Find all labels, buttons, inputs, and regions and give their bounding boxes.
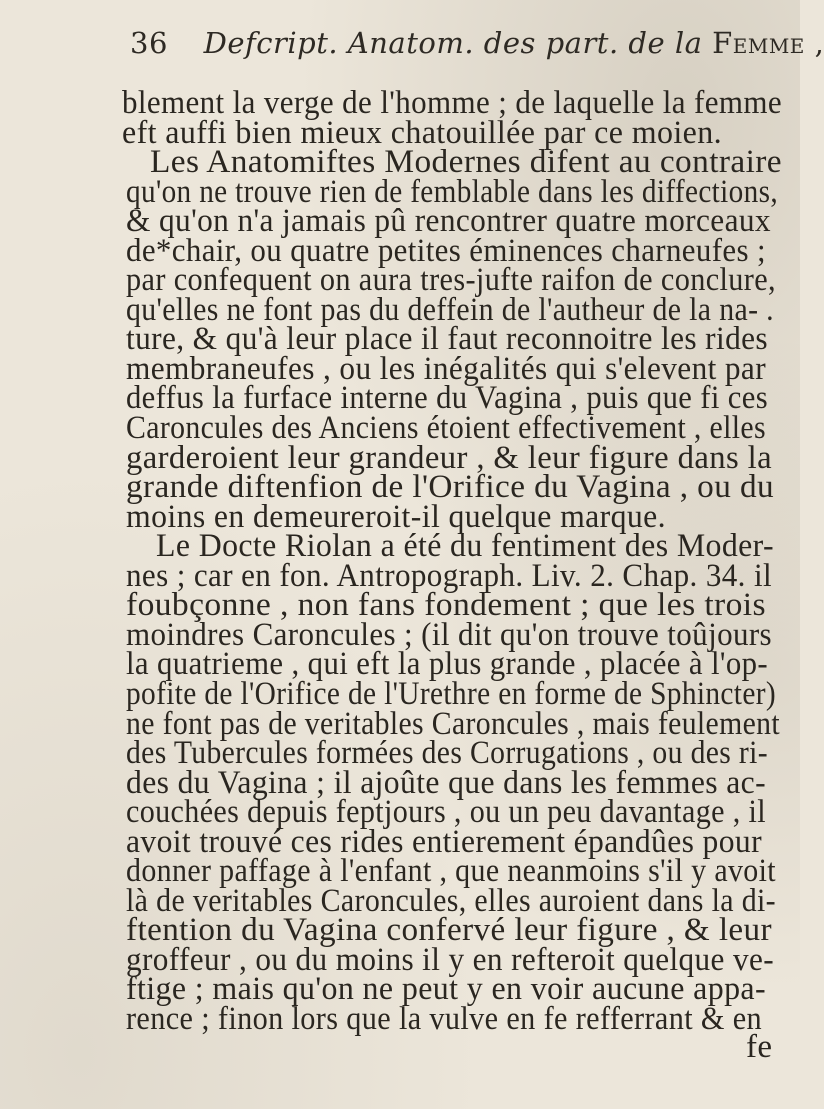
- text-line: ture, & qu'à leur place il faut reconnoitre les rides: [126, 321, 768, 358]
- text-line: ftention du Vagina confervé leur figure , & leur: [126, 912, 772, 949]
- text-line: couchées depuis feptjours , ou un peu davantage , il: [126, 794, 766, 831]
- text-line: membraneufes , ou les inégalités qui s'elevent par: [126, 350, 766, 387]
- text-line: deffus la furface interne du Vagina , puis que fi ces: [126, 380, 768, 417]
- text-line: donner paffage à l'enfant , que neanmoins s'il y avoit: [126, 853, 776, 890]
- text-line: Caroncules des Anciens étoient effectivement , elles: [126, 410, 766, 447]
- text-line: groffeur , ou du moins il y en refteroit quelque ve-: [126, 941, 774, 978]
- text-line: ne font pas de veritables Caroncules , mais feulement: [126, 705, 780, 742]
- text-line: moins en demeureroit-il quelque marque.: [126, 498, 666, 535]
- text-line: qu'on ne trouve rien de femblable dans les diffections,: [126, 173, 778, 210]
- text-line: des du Vagina ; il ajoûte que dans les femmes ac-: [126, 764, 766, 801]
- page-number: 36: [130, 26, 168, 60]
- text-line: grande diftenfion de l'Orifice du Vagina , ou du: [126, 469, 774, 506]
- text-line: Les Anatomiftes Modernes difent au contraire: [150, 144, 782, 181]
- text-line: qu'elles ne font pas du deffein de l'autheur de la na- .: [126, 291, 774, 328]
- running-title-tail: Femme ,: [712, 26, 824, 60]
- text-line: nes ; car en fon. Antropograph. Liv. 2. Chap. 34. il: [126, 557, 772, 594]
- text-line: la quatrieme , qui eft la plus grande , placée à l'op-: [126, 646, 768, 683]
- text-line: foubçonne , non fans fondement ; que les trois: [126, 587, 766, 624]
- text-line: rence ; finon lors que la vulve en fe refferrant & en: [126, 1001, 762, 1037]
- running-title-main: Defcript. Anatom. des part. de la: [203, 26, 703, 60]
- text-line: & qu'on n'a jamais pû rencontrer quatre morceaux: [126, 203, 771, 240]
- text-line: ftige ; mais qu'on ne peut y en voir aucune appa-: [126, 971, 766, 1008]
- text-line: avoit trouvé ces rides entierement épandûes pour: [126, 823, 762, 860]
- text-line: de*chair, ou quatre petites éminences charneufes ;: [126, 232, 766, 269]
- catchword: fe: [746, 1029, 773, 1065]
- text-line: là de veritables Caroncules, elles auroient dans la di-: [126, 882, 776, 919]
- text-line: blement la verge de l'homme ; de laquelle la femme: [122, 85, 782, 121]
- text-line: garderoient leur grandeur , & leur figure dans la: [126, 439, 772, 476]
- text-line: des Tubercules formées des Corrugations , ou des ri-: [126, 735, 768, 772]
- text-line: Le Docte Riolan a été du fentiment des Moder-: [156, 528, 774, 565]
- running-header: [130, 26, 824, 60]
- text-line: pofite de l'Orifice de l'Urethre en forme de Sphincter): [126, 675, 776, 712]
- running-title: [204, 26, 824, 60]
- text-line: par confequent on aura tres-jufte raifon de conclure,: [126, 262, 776, 299]
- text-line: moindres Caroncules ; (il dit qu'on trouve toûjours: [126, 616, 772, 653]
- text-line: eft auffi bien mieux chatouillée par ce moien.: [122, 114, 722, 151]
